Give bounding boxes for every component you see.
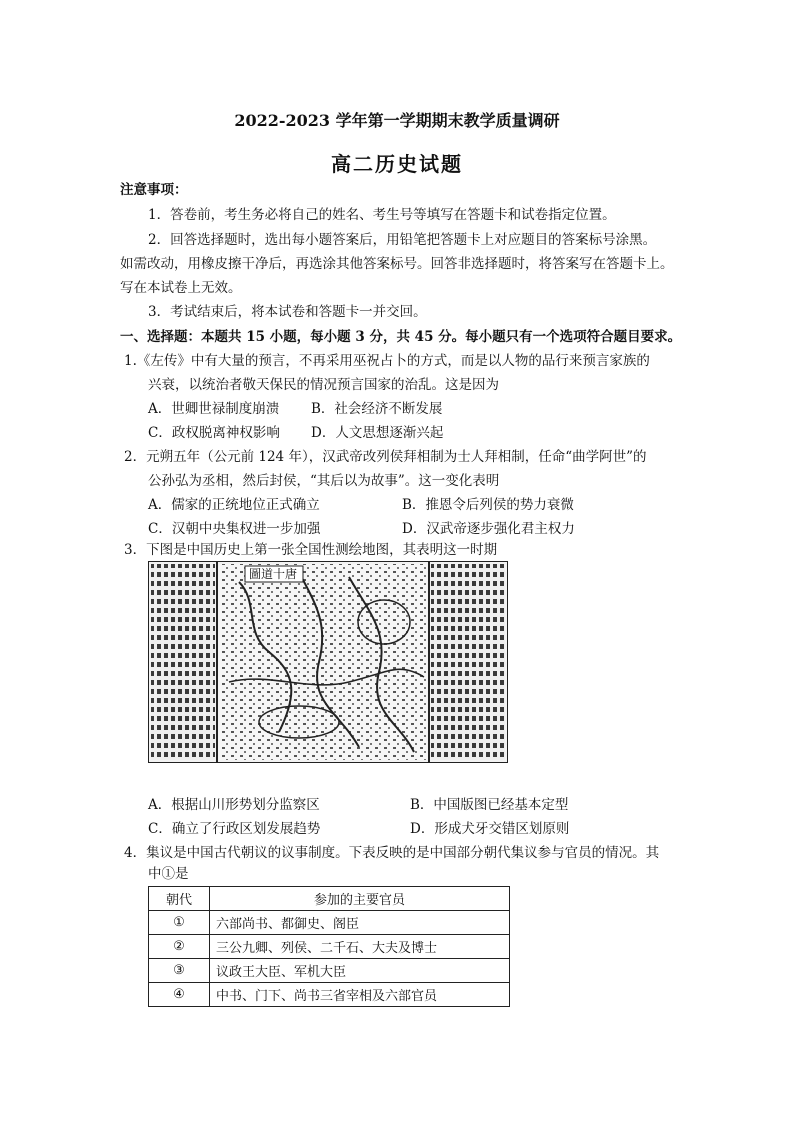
table-row	[149, 983, 510, 1007]
exam-subject: 高二历史试题	[331, 152, 463, 176]
note-line: 写在本试卷上无效。	[120, 280, 242, 296]
q1-option-c: C．政权脱离神权影响	[148, 425, 280, 441]
table-header-row	[149, 887, 510, 911]
q3-option-d: D．形成犬牙交错区划原则	[410, 821, 570, 837]
map-illustration	[149, 562, 507, 762]
q3-option-c: C．确立了行政区划发展趋势	[148, 821, 321, 837]
note-line: 2．回答选择题时，选出每小题答案后，用铅笔把答题卡上对应题目的答案标号涂黑。	[148, 232, 657, 248]
table-cell-officials: 三公九卿、列侯、二千石、大夫及博士	[210, 935, 510, 959]
table-row	[149, 911, 510, 935]
officials-table	[148, 886, 510, 1007]
table-row	[149, 959, 510, 983]
table-header-officials: 参加的主要官员	[210, 887, 510, 911]
table-cell-officials: 六部尚书、都御史、阁臣	[210, 911, 510, 935]
map-label: 圖道十唐	[249, 567, 298, 581]
historic-map-image	[148, 561, 508, 763]
q3-option-a: A．根据山川形势划分监察区	[148, 797, 320, 813]
question-2-line-1: 2．元朔五年（公元前 124 年），汉武帝改列侯拜相制为士人拜相制，任命“曲学阿世”的	[124, 449, 647, 465]
note-line: 如需改动，用橡皮擦干净后，再选涂其他答案标号。回答非选择题时，将答案写在答题卡上。	[120, 256, 674, 272]
q1-option-d: D．人文思想逐渐兴起	[311, 425, 444, 441]
exam-title: 2022-2023 学年第一学期期末教学质量调研	[234, 111, 560, 130]
section-heading: 一、选择题：本题共 15 小题，每小题 3 分，共 45 分。每小题只有一个选项符合题目要求。	[120, 329, 682, 345]
q2-option-a: A．儒家的正统地位正式确立	[148, 497, 320, 513]
q3-option-b: B．中国版图已经基本定型	[410, 797, 569, 813]
note-line: 1．答卷前，考生务必将自己的姓名、考生号等填写在答题卡和试卷指定位置。	[148, 207, 616, 223]
notes-heading: 注意事项：	[120, 182, 188, 198]
table-cell-dynasty: ③	[149, 959, 210, 983]
question-4-line-1: 4．集议是中国古代朝议的议事制度。下表反映的是中国部分朝代集议参与官员的情况。其	[124, 845, 660, 861]
q2-option-b: B．推恩令后列侯的势力衰微	[402, 497, 574, 513]
table-cell-officials: 中书、门下、尚书三省宰相及六部官员	[210, 983, 510, 1007]
table-cell-dynasty: ②	[149, 935, 210, 959]
q2-option-d: D．汉武帝逐步强化君主权力	[402, 521, 575, 537]
question-1-line-2: 兴衰，以统治者敬天保民的情况预言国家的治乱。这是因为	[148, 377, 499, 393]
table-row	[149, 935, 510, 959]
table-cell-officials: 议政王大臣、军机大臣	[210, 959, 510, 983]
question-4-line-2: 中①是	[148, 866, 189, 882]
q1-option-a: A．世卿世禄制度崩溃	[148, 401, 280, 417]
table-cell-dynasty: ①	[149, 911, 210, 935]
table-header-dynasty: 朝代	[149, 887, 210, 911]
question-1-line-1: 1.《左传》中有大量的预言，不再采用巫祝占卜的方式，而是以人物的品行来预言家族的	[124, 353, 650, 369]
q2-option-c: C．汉朝中央集权进一步加强	[148, 521, 321, 537]
question-3-line-1: 3．下图是中国历史上第一张全国性测绘地图，其表明这一时期	[124, 542, 498, 558]
question-2-line-2: 公孙弘为丞相，然后封侯，“其后以为故事”。这一变化表明	[148, 473, 500, 489]
q1-option-b: B．社会经济不断发展	[311, 401, 443, 417]
note-line: 3．考试结束后，将本试卷和答题卡一并交回。	[148, 304, 427, 320]
table-cell-dynasty: ④	[149, 983, 210, 1007]
